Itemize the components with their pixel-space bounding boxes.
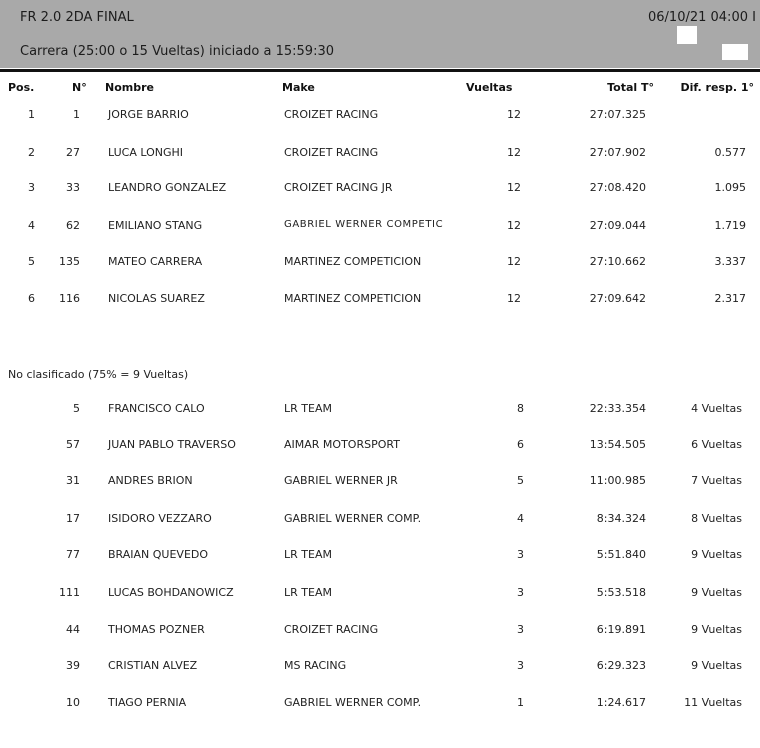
total-time: 6:19.891 <box>596 623 646 636</box>
laps-completed: 3 <box>517 623 524 636</box>
column-header-make: Make <box>282 81 315 94</box>
car-number: 5 <box>73 402 80 415</box>
laps-completed: 12 <box>507 219 521 232</box>
team-make: MS RACING <box>284 659 347 672</box>
result-position: 3 <box>28 181 35 194</box>
team-make: MARTINEZ COMPETICION <box>284 255 422 268</box>
total-time: 27:07.325 <box>589 108 646 121</box>
driver-name: FRANCISCO CALO <box>108 402 205 415</box>
driver-name: EMILIANO STANG <box>108 219 203 232</box>
gap-to-leader: 2.317 <box>714 292 746 305</box>
laps-behind: 9 Vueltas <box>691 623 742 636</box>
car-number: 135 <box>59 255 80 268</box>
driver-name: LUCAS BOHDANOWICZ <box>108 586 234 599</box>
driver-name: THOMAS POZNER <box>108 623 205 636</box>
team-make: GABRIEL WERNER JR <box>284 474 398 487</box>
total-time: 6:29.323 <box>596 659 646 672</box>
laps-completed: 1 <box>517 696 524 709</box>
team-make: GABRIEL WERNER COMP. <box>284 512 422 525</box>
race-datetime: 06/10/21 04:00 I <box>648 10 756 25</box>
team-make: LR TEAM <box>284 586 332 599</box>
team-make: LR TEAM <box>284 402 332 415</box>
total-time: 5:53.518 <box>596 586 646 599</box>
result-position: 6 <box>28 292 35 305</box>
gap-to-leader: 0.577 <box>714 146 746 159</box>
column-header-pos: Pos. <box>8 81 35 94</box>
car-number: 116 <box>59 292 80 305</box>
total-time: 27:07.902 <box>589 146 646 159</box>
laps-behind: 6 Vueltas <box>691 438 742 451</box>
not-classified-label: No clasificado (75% = 9 Vueltas) <box>8 368 189 381</box>
result-position: 1 <box>28 108 35 121</box>
driver-name: JUAN PABLO TRAVERSO <box>108 438 236 451</box>
car-number: 44 <box>66 623 80 636</box>
gap-to-leader: 3.337 <box>714 255 746 268</box>
header-divider <box>0 69 760 72</box>
column-header-total-time: Total T° <box>607 81 654 94</box>
team-make: CROIZET RACING <box>284 623 379 636</box>
driver-name: TIAGO PERNIA <box>108 696 187 709</box>
total-time: 27:09.044 <box>589 219 646 232</box>
laps-completed: 12 <box>507 146 521 159</box>
laps-completed: 12 <box>507 292 521 305</box>
laps-completed: 5 <box>517 474 524 487</box>
laps-completed: 12 <box>507 181 521 194</box>
driver-name: LEANDRO GONZALEZ <box>108 181 227 194</box>
total-time: 5:51.840 <box>596 548 646 561</box>
column-header-name: Nombre <box>105 81 154 94</box>
total-time: 27:08.420 <box>589 181 646 194</box>
total-time: 13:54.505 <box>589 438 646 451</box>
car-number: 77 <box>66 548 80 561</box>
laps-behind: 7 Vueltas <box>691 474 742 487</box>
car-number: 33 <box>66 181 80 194</box>
driver-name: NICOLAS SUAREZ <box>108 292 205 305</box>
gap-to-leader: 1.095 <box>714 181 746 194</box>
team-make: AIMAR MOTORSPORT <box>284 438 400 451</box>
car-number: 17 <box>66 512 80 525</box>
team-make: LR TEAM <box>284 548 332 561</box>
laps-completed: 6 <box>517 438 524 451</box>
car-number: 111 <box>59 586 80 599</box>
result-position: 4 <box>28 219 35 232</box>
laps-completed: 8 <box>517 402 524 415</box>
report-header <box>0 0 760 68</box>
column-header-number: N° <box>72 81 87 94</box>
driver-name: ISIDORO VEZZARO <box>108 512 212 525</box>
laps-completed: 12 <box>507 255 521 268</box>
team-make: GABRIEL WERNER COMPETIC <box>284 219 444 230</box>
laps-completed: 4 <box>517 512 524 525</box>
total-time: 27:09.642 <box>589 292 646 305</box>
column-header-laps: Vueltas <box>466 81 513 94</box>
laps-completed: 3 <box>517 659 524 672</box>
laps-completed: 3 <box>517 548 524 561</box>
car-number: 62 <box>66 219 80 232</box>
team-make: CROIZET RACING <box>284 108 379 121</box>
laps-completed: 12 <box>507 108 521 121</box>
car-number: 27 <box>66 146 80 159</box>
redaction-box <box>677 26 697 44</box>
total-time: 22:33.354 <box>589 402 646 415</box>
column-header-diff: Dif. resp. 1° <box>680 81 754 94</box>
laps-completed: 3 <box>517 586 524 599</box>
laps-behind: 4 Vueltas <box>691 402 742 415</box>
race-title: FR 2.0 2DA FINAL <box>20 10 134 25</box>
car-number: 1 <box>73 108 80 121</box>
team-make: MARTINEZ COMPETICION <box>284 292 422 305</box>
car-number: 57 <box>66 438 80 451</box>
car-number: 39 <box>66 659 80 672</box>
gap-to-leader: 1.719 <box>714 219 746 232</box>
total-time: 11:00.985 <box>589 474 646 487</box>
team-make: GABRIEL WERNER COMP. <box>284 696 422 709</box>
result-position: 2 <box>28 146 35 159</box>
driver-name: MATEO CARRERA <box>108 255 203 268</box>
car-number: 31 <box>66 474 80 487</box>
driver-name: BRAIAN QUEVEDO <box>108 548 209 561</box>
driver-name: CRISTIAN ALVEZ <box>108 659 198 672</box>
laps-behind: 9 Vueltas <box>691 659 742 672</box>
result-position: 5 <box>28 255 35 268</box>
driver-name: LUCA LONGHI <box>108 146 183 159</box>
total-time: 8:34.324 <box>596 512 646 525</box>
laps-behind: 8 Vueltas <box>691 512 742 525</box>
laps-behind: 9 Vueltas <box>691 586 742 599</box>
laps-behind: 9 Vueltas <box>691 548 742 561</box>
team-make: CROIZET RACING JR <box>284 181 393 194</box>
total-time: 27:10.662 <box>589 255 646 268</box>
driver-name: JORGE BARRIO <box>108 108 189 121</box>
team-make: CROIZET RACING <box>284 146 379 159</box>
race-subtitle: Carrera (25:00 o 15 Vueltas) iniciado a 15:59:30 <box>20 44 334 59</box>
total-time: 1:24.617 <box>596 696 646 709</box>
laps-behind: 11 Vueltas <box>684 696 742 709</box>
redaction-box <box>722 44 748 60</box>
driver-name: ANDRES BRION <box>108 474 193 487</box>
car-number: 10 <box>66 696 80 709</box>
